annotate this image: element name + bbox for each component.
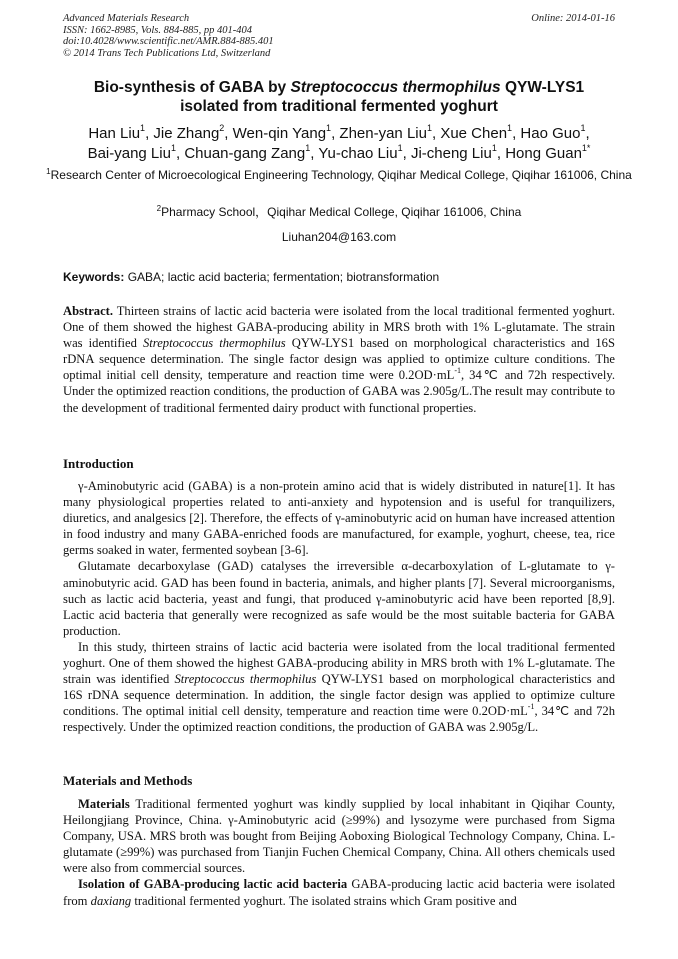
issn: ISSN: 1662-8985, Vols. 884-885, pp 401-404	[63, 24, 252, 36]
intro-paragraph-1: γ-Aminobutyric acid (GABA) is a non-protein amino acid that is widely distributed in nature[1]. It has many physiological properties related to anti-anxiety and hypotension and is useful for tranquilizers, diuretics, and analgesics [2]. Therefore, the effects of γ-aminobutyric acid on human have increased attention in food industry and many GABA-enriched foods are manufactured, for example, yoghurt, cheese, tea, rice germs soaked in water, fermented soybean [3-6].	[63, 479, 615, 558]
title-part: QYW-LYS1	[500, 79, 585, 96]
author-affil: 1	[305, 143, 311, 153]
abstract-text: QYW-LYS1 based on morphological characteristics and 16S rDNA sequence determination. The single factor design was applied to optimize culture conditions. The optimal initial cell density, temperature and reaction time were 0.2OD·mL	[63, 336, 615, 383]
affiliation-mark: 2	[156, 204, 162, 213]
author-affil: 1	[491, 143, 497, 153]
author: Han Liu	[88, 125, 141, 142]
intro-text: QYW-LYS1 based on morphological characteristics and 16S rDNA sequence determination. In addition, the single factor design was applied to optimize culture conditions. The optimal initial cell density, temperature and reaction time were 0.2OD·mL	[63, 672, 615, 719]
affiliation-mark: 1	[46, 167, 51, 176]
methods-subheading: Isolation of GABA-producing lactic acid bacteria	[78, 877, 348, 892]
author-affil: 1*	[581, 143, 591, 153]
title-part: Bio-synthesis of GABA by	[93, 79, 291, 96]
methods-text: traditional fermented yoghurt. The isolated strains which Gram positive and	[131, 893, 517, 908]
author-affil: 2	[219, 123, 225, 133]
author: Zhen-yan Liu	[339, 125, 427, 142]
author: Hong Guan	[505, 145, 582, 162]
introduction-heading: Introduction	[63, 456, 134, 471]
author-affil: 1	[580, 123, 586, 133]
author: Bai-yang Liu	[87, 145, 171, 162]
methods-body	[63, 796, 615, 909]
author: Ji-cheng Liu	[410, 145, 492, 162]
copyright: © 2014 Trans Tech Publications Ltd, Switzerland	[63, 47, 271, 59]
author-list: Han Liu$^1$, Jie Zhang$^2$, Wen-qin Yang$^1$, Zhen-yan Liu$^1$, Xue Chen$^1$, Hao Guo$^1$, Bai-yang Liu$^1$, Chuan-gang Zang$^1$, Yu-chao Liu$^1$, Ji-cheng Liu$^1$, Hong Guan$^{1*}$	[87, 123, 591, 162]
author: Jie Zhang	[153, 125, 220, 142]
title-line2: isolated from traditional fermented yoghurt	[180, 98, 498, 115]
intro-paragraph-2: Glutamate decarboxylase (GAD) catalyses the irreversible α-decarboxylation of L-glutamate to γ-aminobutyric acid. GAD has been found in bacteria, animals, and higher plants [7]. Several microorganisms, such as lactic acid bacteria, yeast and fungi, that produced γ-aminobutyric acid have been reported [8,9]. Lactic acid bacteria that generally were recognized as safe would be the most suitable bacteria for GABA production.	[63, 559, 615, 638]
methods-text: GABA-producing lactic acid bacteria were isolated from	[63, 877, 615, 908]
introduction-body	[63, 478, 615, 736]
online-date: Online: 2014-01-16	[531, 13, 615, 24]
author: Yu-chao Liu	[318, 145, 398, 162]
abstract-label: Abstract.	[63, 304, 114, 318]
methods-italic: daxiang	[90, 893, 132, 908]
author: Wen-qin Yang	[232, 125, 327, 142]
author-affil: 1	[507, 123, 513, 133]
doi: doi:10.4028/www.scientific.net/AMR.884-885.401	[63, 36, 274, 47]
abstract-sup: -1	[454, 366, 461, 376]
methods-paragraph-1	[63, 796, 615, 876]
methods-subheading: Materials	[78, 797, 130, 811]
affiliation-2	[40, 205, 638, 221]
intro-text: , 34℃ and 72h respectively. Under the optimized reaction conditions, the production of GABA was 2.905g/L.	[63, 704, 616, 735]
journal-name: Advanced Materials Research	[63, 13, 190, 24]
affiliation-text: Pharmacy School，Qiqihar Medical College, Qiqihar 161006, China	[161, 205, 522, 219]
keywords-label: Keywords:	[63, 270, 125, 284]
author: Xue Chen	[440, 125, 508, 142]
author-affil: 1	[397, 143, 403, 153]
affiliation-1	[40, 168, 638, 184]
abstract-paragraph	[63, 303, 615, 416]
abstract-organism: Streptococcus thermophilus	[142, 336, 286, 351]
paper-title	[40, 78, 638, 116]
author-affil: 1	[326, 123, 332, 133]
author-affil: 1	[170, 143, 176, 153]
author-affil: 1	[426, 123, 432, 133]
keywords	[63, 270, 615, 285]
intro-sup: -1	[527, 702, 535, 712]
methods-heading: Materials and Methods	[63, 773, 193, 788]
intro-organism: Streptococcus thermophilus	[174, 672, 317, 687]
keywords-text: GABA; lactic acid bacteria; fermentation; biotransformation	[124, 270, 440, 284]
intro-text: In this study, thirteen strains of lactic acid bacteria were isolated from the local traditional fermented yoghurt. One of them showed the highest GABA-producing ability in MRS broth with 1% L-glutamate. The strain was identified	[63, 639, 615, 687]
email-line	[40, 230, 638, 246]
email-link[interactable]: Liuhan204@163.com	[281, 230, 397, 244]
methods-text: Traditional fermented yoghurt was kindly supplied by local inhabitant in Qiqihar County, Heilongjiang Province, China. γ-Aminobutyric acid (≥99%) and lysozyme were purchased from Sigma Company, USA. MRS broth was bought from Beijing Aoboxing Biological Technology Company, China. L-glutamate (≥99%) was purchased from Tianjin Fuchen Chemical Company, China. All others chemicals used were also from commercial sources.	[63, 797, 615, 876]
affiliation-text: Research Center of Microecological Engineering Technology, Qiqihar Medical College, Qiqihar 161006, China	[50, 168, 632, 182]
abstract-text: Thirteen strains of lactic acid bacteria were isolated from the local traditional fermented yoghurt. One of them showed the highest GABA-producing ability in MRS broth with 1% L-glutamate. The strain was identified	[63, 304, 615, 351]
author: Chuan-gang Zang	[184, 145, 306, 162]
abstract	[63, 303, 615, 416]
methods-paragraph-2	[63, 876, 615, 908]
author-affil: 1	[140, 123, 146, 133]
abstract-text: , 34℃ and 72h respectively. Under the optimized reaction conditions, the production of GABA was 2.905g/L.The result may contribute to the development of traditional fermented dairy product with functional properties.	[63, 368, 615, 415]
author: Hao Guo	[520, 125, 581, 142]
intro-paragraph-3	[63, 639, 615, 736]
title-organism: Streptococcus thermophilus	[290, 79, 501, 96]
journal-header	[63, 13, 274, 59]
